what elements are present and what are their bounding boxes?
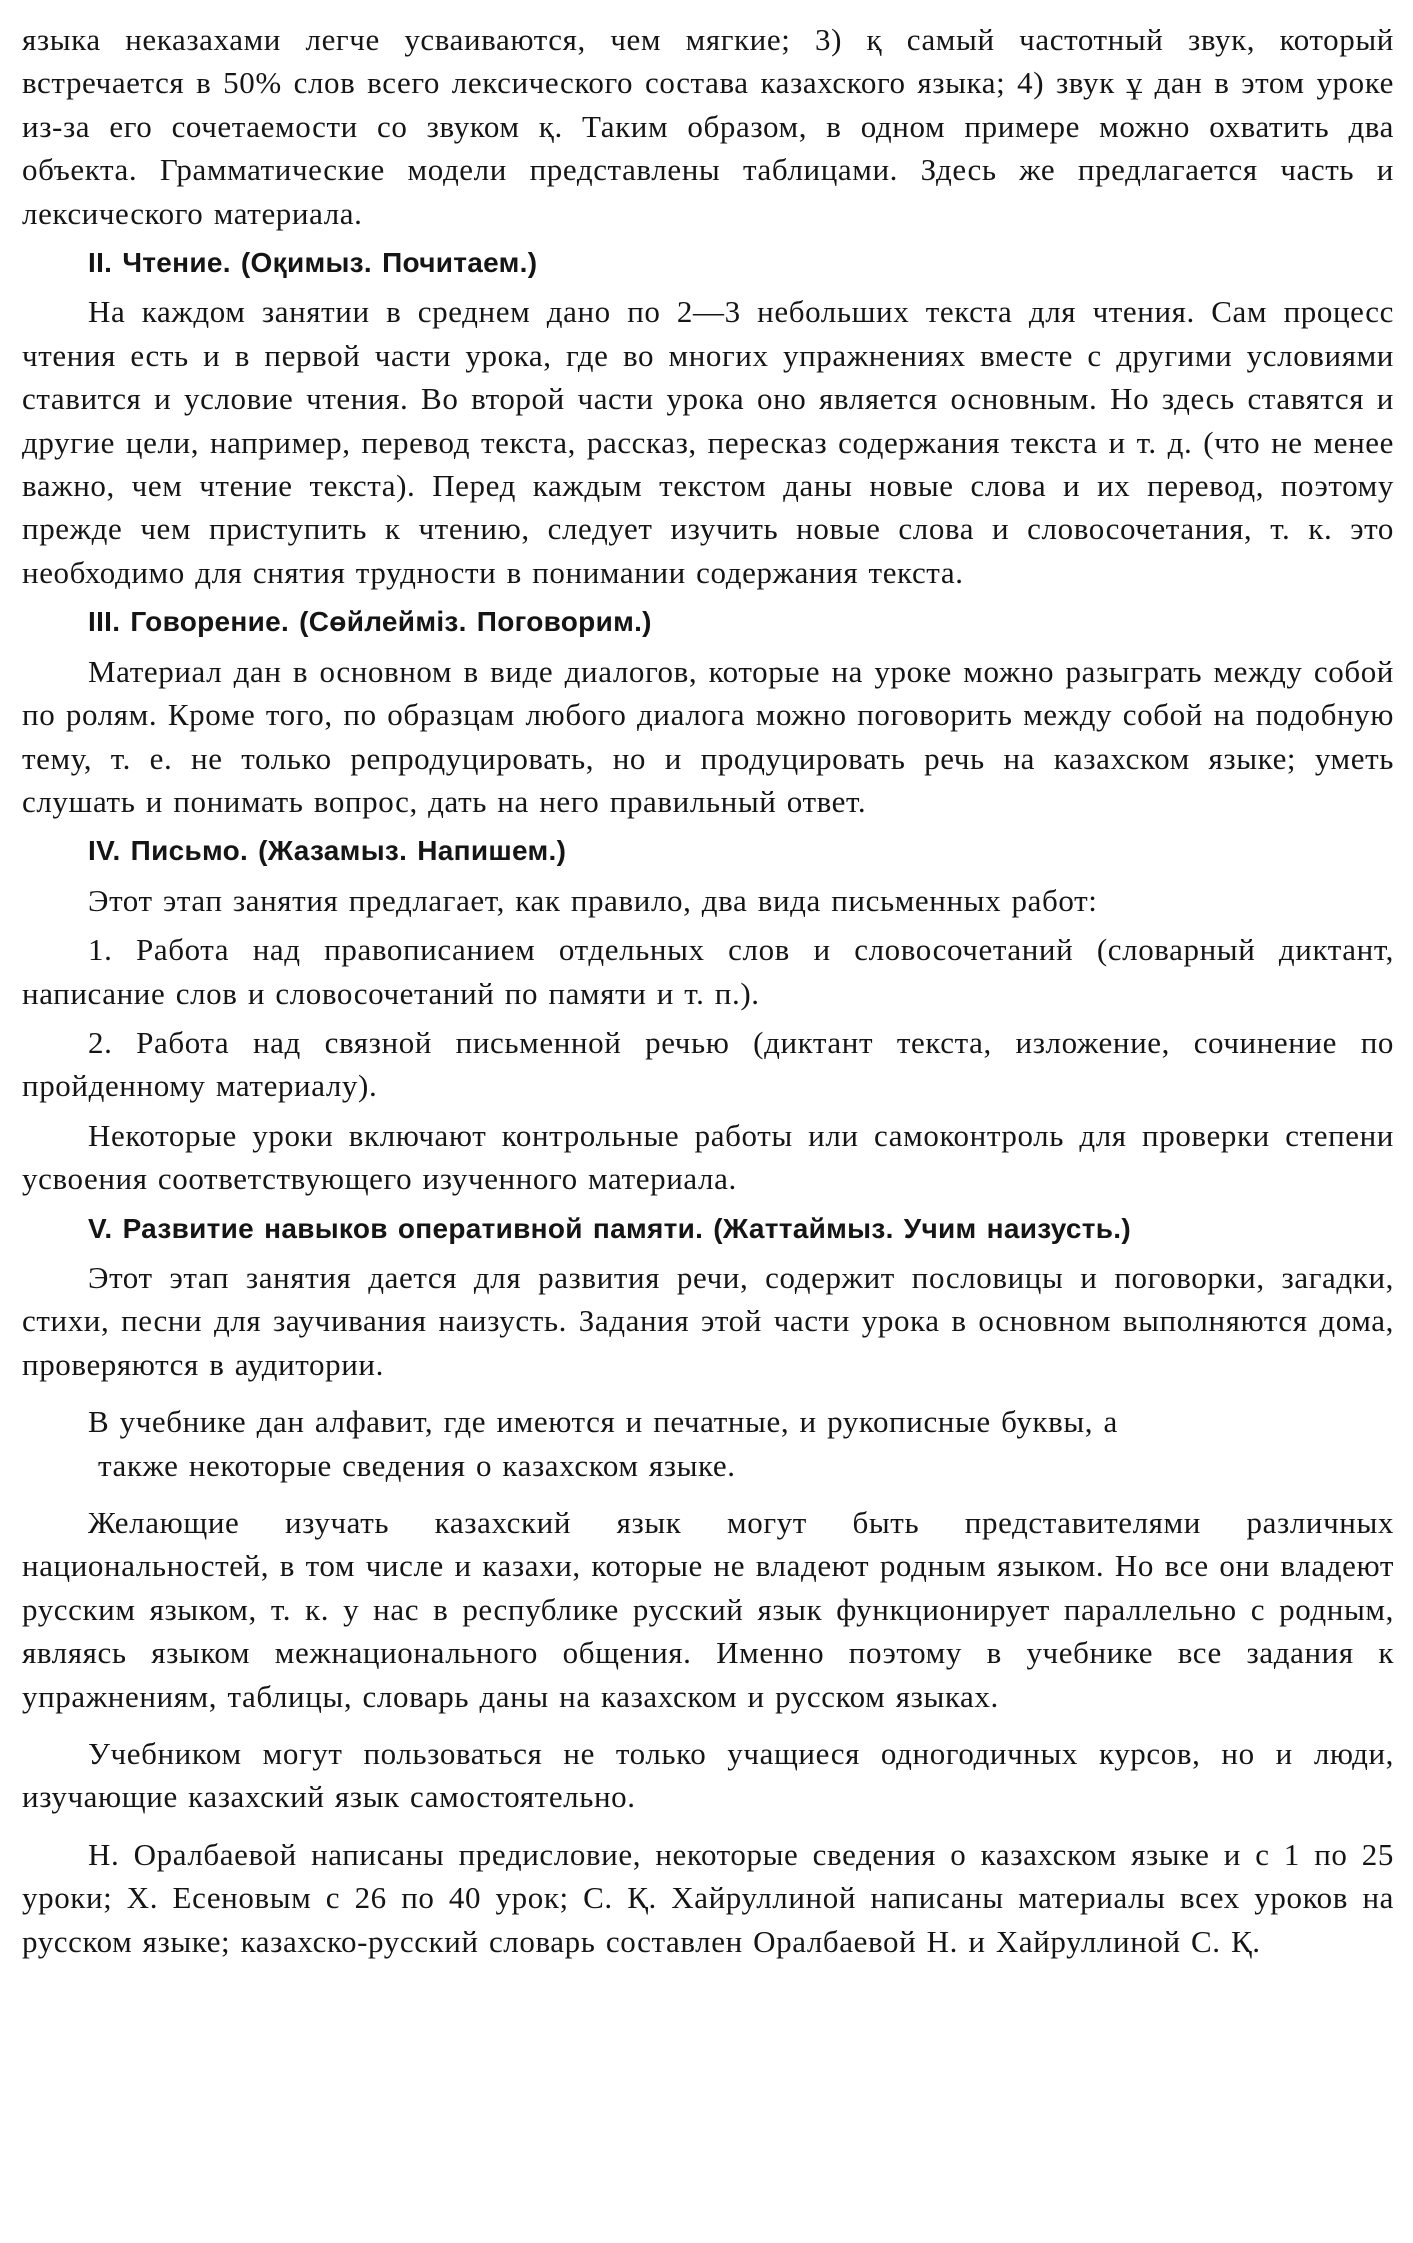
users-paragraph: Учебником могут пользоваться не только учащиеся одногодичных курсов, но и люди, изучающие казахский язык самостоятельно. [22,1736,1394,1815]
writing-intro-paragraph: Этот этап занятия предлагает, как правило, два вида письменных работ: [88,882,1098,918]
reading-paragraph: На каждом занятии в среднем дано по 2—3 небольших текста для чтения. Сам процесс чтения есть и в первой части урока, где во многих упражнениях вместе с другими условиями ставится и условие чтения. Во второй части урока оно является основным. Но здесь ставятся и другие цели, например, перевод текста, рассказ, пересказ содержания текста и т. д. (что не менее важно, чем чтение текста). Перед каждым текстом даны новые слова и их перевод, поэтому прежде чем приступить к чтению, следует изучить новые слова и словосочетания, т. к. это необходимо для снятия трудности в понимании содержания текста. [22,294,1394,590]
section-heading-memory: V. Развитие навыков оперативной памяти. (Жаттаймыз. Учим наизусть.) [88,1212,1132,1244]
intro-paragraph: языка неказахами легче усваиваются, чем мягкие; 3) қ самый частотный звук, который встречается в 50% слов всего лексического состава казахского языка; 4) звук ұ дан в этом уроке из-за его сочетаемости со звуком қ. Таким образом, в одном примере можно охватить два объекта. Грамматические модели представлены таблицами. Здесь же предлагается часть и лексического материала. [22,22,1394,231]
control-paragraph: Некоторые уроки включают контрольные работы или самоконтроль для проверки степени усвоения соответствующего изученного материала. [22,1117,1394,1197]
document-page [22,18,1394,1963]
authors-paragraph: Н. Оралбаевой написаны предисловие, некоторые сведения о казахском языке и с 1 по 25 уроки; Х. Есеновым с 26 по 40 урок; С. Қ. Хайруллиной написаны материалы всех уроков на русском языке; казахско-русский словарь составлен Оралбаевой Н. и Хайруллиной С. Қ. [22,1836,1394,1959]
section-heading-speaking: III. Говорение. (Сөйлейміз. Поговорим.) [88,606,652,638]
learners-paragraph: Желающие изучать казахский язык могут быть представителями различных национальностей, в том числе и казахи, которые не владеют родным языком. Но все они владеют русским языком, т. к. у нас в республике русский язык функционирует параллельно с родным, являясь языком межнационального общения. Именно поэтому в учебнике все задания к упражнениям, таблицы, словарь даны на казахском и русском языках. [22,1505,1394,1714]
section-heading-writing: IV. Письмо. (Жазамыз. Напишем.) [88,835,567,867]
writing-item-2: 2. Работа над связной письменной речью (диктант текста, изложение, сочинение по пройденному материалу). [22,1024,1394,1104]
section-heading-reading: II. Чтение. (Оқимыз. Почитаем.) [88,247,538,279]
alphabet-paragraph-line-1: В учебнике дан алфавит, где имеются и печатные, и рукописные буквы, а [88,1404,1118,1440]
speaking-paragraph: Материал дан в основном в виде диалогов, которые на уроке можно разыграть между собой по ролям. Кроме того, по образцам любого диалога можно поговорить между собой на подобную тему, т. е. не только репродуцировать, но и продуцировать речь на казахском языке; уметь слушать и понимать вопрос, дать на него правильный ответ. [22,653,1394,819]
writing-item-1: 1. Работа над правописанием отдельных слов и словосочетаний (словарный диктант, написание слов и словосочетаний по памяти и т. п.). [22,932,1394,1011]
alphabet-paragraph-line-2: также некоторые сведения о казахском языке. [98,1447,736,1483]
memory-paragraph: Этот этап занятия дается для развития речи, содержит пословицы и поговорки, загадки, стихи, песни для заучивания наизусть. Задания этой части урока в основном выполняются дома, проверяются в аудитории. [22,1259,1394,1382]
